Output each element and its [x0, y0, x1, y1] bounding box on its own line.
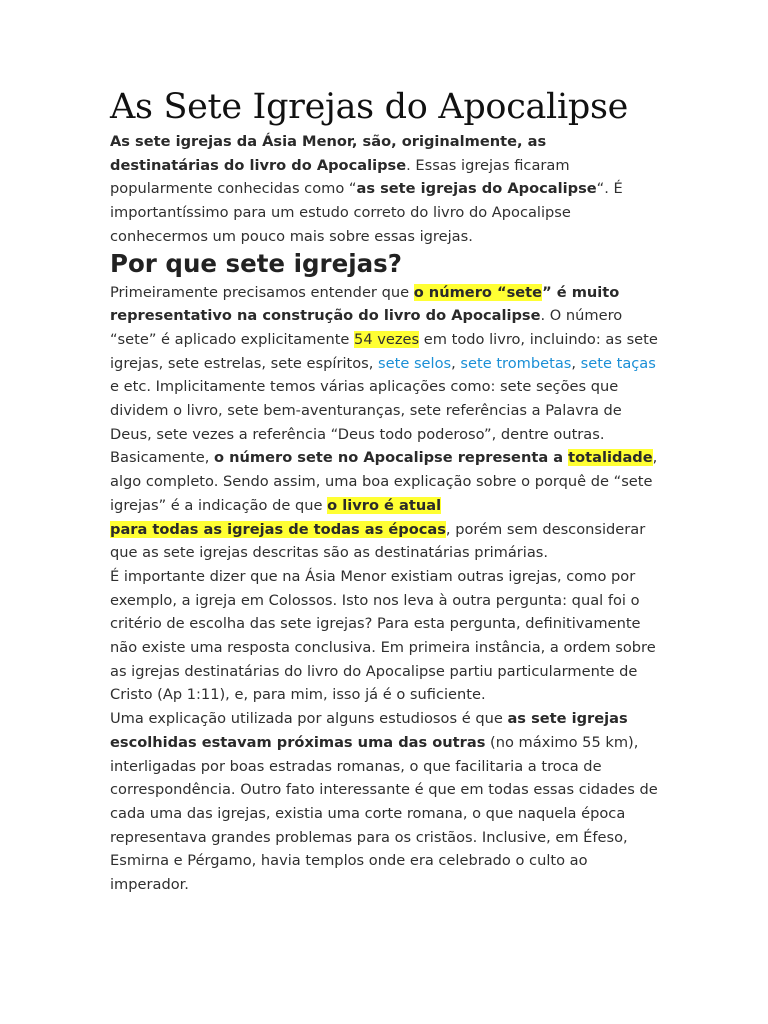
p1-text-3: em todo livro, incluindo: as sete igrejas, sete estrelas, sete espíritos,	[110, 330, 658, 372]
p1-text-1: Primeiramente precisamos entender que	[110, 283, 414, 301]
p1-bold-2: o número sete no Apocalipse representa a	[214, 449, 569, 467]
intro-bold-1: As sete igrejas da Ásia Menor, são, originalmente, as destinatárias do livro do Apocalipse	[110, 133, 547, 174]
p1-highlight-bold-2: totalidade	[568, 449, 653, 467]
intro-text-1: . Essas igrejas ficaram popularmente conhecidas como “	[110, 156, 570, 198]
p1-sep-2: ,	[571, 354, 581, 372]
p1-highlight-bold-4: para todas as igrejas de todas as épocas	[110, 520, 446, 538]
intro-paragraph	[110, 130, 660, 249]
link-sete-tacas[interactable]: sete taças	[580, 354, 656, 372]
p1-text-4: e etc. Implicitamente temos várias aplicações como: sete seções que dividem o livro, sete bem-aventuranças, sete referências a Palavra de Deus, sete vezes a referência “Deus todo poderoso”, dentre outras. Basicamente,	[110, 378, 622, 467]
p1-sep-1: ,	[451, 354, 461, 372]
paragraph-3	[110, 707, 660, 897]
link-sete-selos[interactable]: sete selos	[378, 354, 452, 372]
p1-highlight-bold-3: o livro é atual	[327, 496, 442, 514]
article-body	[110, 84, 660, 897]
p3-text-1: Uma explicação utilizada por alguns estudiosos é que	[110, 710, 508, 728]
p1-highlight-1: 54 vezes	[354, 330, 420, 348]
p1-text-2: . O número “sete” é aplicado explicitamente	[110, 307, 623, 348]
p3-text-2: (no máximo 55 km), interligadas por boas estradas romanas, o que facilitaria a troca de correspondência. Outro fato interessante é que em todas essas cidades de cada uma das igrejas, existia uma corte romana, o que naquela época representava grandes problemas para os cristãos. Inclusive, em Éfeso, Esmirna e Pérgamo, havia templos onde era celebrado o culto ao imperador.	[110, 733, 658, 894]
intro-text-2: “. É importantíssimo para um estudo correto do livro do Apocalipse conhecermos um pouco mais sobre essas igrejas.	[110, 180, 623, 245]
p1-bold-1: ” é muito representativo na construção do livro do Apocalipse	[110, 283, 620, 325]
paragraph-1	[110, 281, 660, 565]
p3-bold-1: as sete igrejas escolhidas estavam próximas uma das outras	[110, 710, 628, 751]
p1-text-5: , algo completo. Sendo assim, uma boa explicação sobre o porquê de “sete igrejas” é a indicação de que	[110, 449, 658, 514]
intro-bold-2: as sete igrejas do Apocalipse	[356, 180, 597, 198]
link-sete-trombetas[interactable]: sete trombetas	[460, 354, 572, 372]
paragraph-2: É importante dizer que na Ásia Menor existiam outras igrejas, como por exemplo, a igreja em Colossos. Isto nos leva à outra pergunta: qual foi o critério de escolha das sete igrejas? Para esta pergunta, definitivamente não existe uma resposta conclusiva. Em primeira instância, a ordem sobre as igrejas destinatárias do livro do Apocalipse partiu particularmente de Cristo (Ap 1:11), e, para mim, isso já é o suficiente.	[110, 567, 656, 704]
page-title: As Sete Igrejas do Apocalipse	[110, 87, 629, 127]
section-heading: Por que sete igrejas?	[110, 248, 402, 278]
p1-text-6: , porém sem desconsiderar que as sete igrejas descritas são as destinatárias primárias.	[110, 520, 646, 562]
p1-highlight-bold-1: o número “sete	[413, 283, 543, 301]
